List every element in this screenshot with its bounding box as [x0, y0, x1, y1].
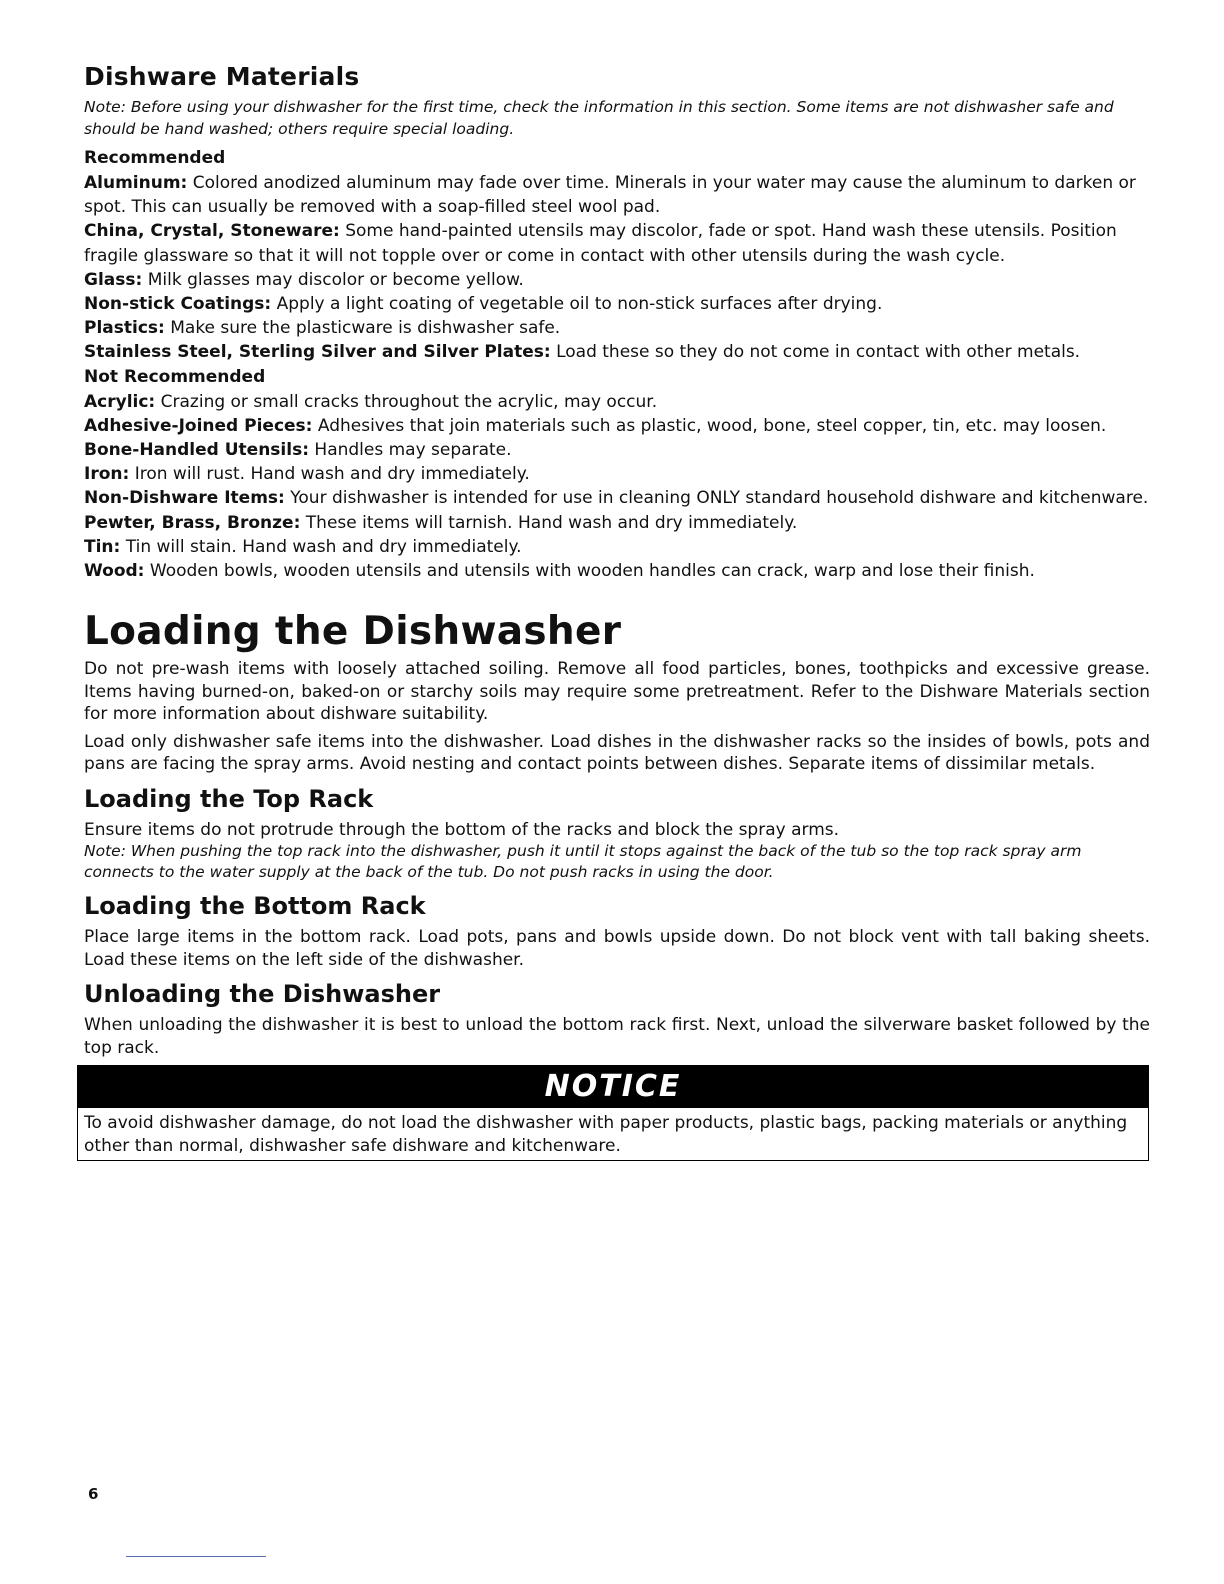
subsection-title-bottom-rack: Loading the Bottom Rack: [84, 892, 426, 921]
subsection-title-unloading: Unloading the Dishwasher: [84, 980, 441, 1009]
item-text: Your dishwasher is intended for use in cleaning ONLY standard household dishware and kitchenware.: [290, 488, 1149, 509]
item-term: Bone-Handled Utensils:: [84, 440, 309, 461]
item-term: Wood:: [84, 561, 145, 582]
decorative-line: [126, 1556, 266, 1557]
list-item: [84, 390, 1150, 414]
list-item: [84, 486, 1150, 510]
item-term: Adhesive-Joined Pieces:: [84, 415, 313, 436]
list-item: [84, 535, 1150, 559]
item-text: Load these so they do not come in contact with other metals.: [556, 342, 1081, 363]
not-recommended-heading: Not Recommended: [84, 366, 266, 387]
section-title-dishware-materials: Dishware Materials: [84, 62, 360, 91]
item-term: Iron:: [84, 464, 130, 485]
list-item: [84, 219, 1150, 267]
list-item: [84, 511, 1150, 535]
item-term: Stainless Steel, Sterling Silver and Silver Plates:: [84, 342, 551, 363]
item-term: Plastics:: [84, 318, 165, 339]
item-text: Handles may separate.: [314, 440, 512, 461]
subsection-title-top-rack: Loading the Top Rack: [84, 784, 374, 813]
unloading-text: When unloading the dishwasher it is best to unload the bottom rack first. Next, unload the silverware basket followed by the top rack.: [84, 1015, 1150, 1058]
item-text: Wooden bowls, wooden utensils and utensils with wooden handles can crack, warp and lose their finish.: [149, 561, 1035, 582]
materials-note: Note: Before using your dishwasher for the first time, check the information in this section. Some items are not dishwasher safe and should be hand washed; others require special loading.: [84, 98, 1114, 138]
item-term: Tin:: [84, 536, 121, 557]
list-item: [84, 292, 1150, 316]
item-term: Glass:: [84, 269, 143, 290]
notice-label: NOTICE: [78, 1066, 1148, 1108]
list-item: [84, 316, 1150, 340]
list-item: [84, 268, 1150, 292]
item-text: Colored anodized aluminum may fade over time. Minerals in your water may cause the aluminum to darken or spot. This can usually be removed with a soap-filled steel wool pad.: [84, 173, 1136, 218]
recommended-list: [84, 171, 1150, 365]
item-text: Adhesives that join materials such as plastic, wood, bone, steel copper, tin, etc. may loosen.: [317, 415, 1107, 436]
notice-box: [77, 1065, 1149, 1161]
page-content: [84, 62, 1150, 1161]
page-number: 6: [88, 1485, 99, 1503]
item-text: Some hand-painted utensils may discolor, fade or spot. Hand wash these utensils. Position fragile glassware so that it will not topple over or come in contact with other utensils during the wash cycle.: [84, 221, 1117, 266]
list-item: [84, 414, 1150, 438]
list-item: [84, 171, 1150, 219]
item-text: Apply a light coating of vegetable oil to non-stick surfaces after drying.: [276, 294, 883, 315]
not-recommended-list: [84, 390, 1150, 584]
list-item: [84, 438, 1150, 462]
list-item: [84, 559, 1150, 583]
notice-text: To avoid dishwasher damage, do not load the dishwasher with paper products, plastic bags, packing materials or anything other than normal, dishwasher safe dishware and kitchenware.: [84, 1113, 1128, 1157]
item-term: Acrylic:: [84, 391, 156, 412]
recommended-heading: Recommended: [84, 148, 226, 168]
loading-paragraph-2: Load only dishwasher safe items into the dishwasher. Load dishes in the dishwasher racks so the insides of bowls, pots and pans are facing the spray arms. Avoid nesting and contact points between dishes. Separate items of dissimilar metals.: [84, 731, 1150, 775]
item-text: These items will tarnish. Hand wash and dry immediately.: [305, 512, 798, 533]
item-term: Pewter, Brass, Bronze:: [84, 512, 301, 533]
item-text: Make sure the plasticware is dishwasher safe.: [170, 318, 561, 339]
top-rack-text: Ensure items do not protrude through the bottom of the racks and block the spray arms.: [84, 819, 840, 840]
item-text: Tin will stain. Hand wash and dry immediately.: [125, 536, 522, 557]
list-item: [84, 462, 1150, 486]
list-item: [84, 340, 1150, 364]
item-text: Milk glasses may discolor or become yellow.: [147, 269, 524, 290]
item-text: Crazing or small cracks throughout the acrylic, may occur.: [160, 391, 658, 412]
top-rack-note: Note: When pushing the top rack into the dishwasher, push it until it stops against the back of the tub so the top rack spray arm connects to the water supply at the back of the tub. Do not push racks in using the door.: [84, 842, 1082, 882]
section-title-loading: Loading the Dishwasher: [84, 609, 622, 655]
loading-paragraph-1: Do not pre-wash items with loosely attached soiling. Remove all food particles, bones, toothpicks and excessive grease. Items having burned-on, baked-on or starchy soils may require some pretreatment. Refer to the Dishware Materials section for more information about dishware suitability.: [84, 659, 1150, 725]
item-term: Non-Dishware Items:: [84, 488, 285, 509]
item-text: Iron will rust. Hand wash and dry immediately.: [134, 464, 530, 485]
item-term: Aluminum:: [84, 173, 188, 193]
item-term: China, Crystal, Stoneware:: [84, 221, 340, 242]
item-term: Non-stick Coatings:: [84, 294, 272, 315]
bottom-rack-text: Place large items in the bottom rack. Load pots, pans and bowls upside down. Do not block vent with tall baking sheets. Load these items on the left side of the dishwasher.: [84, 927, 1150, 970]
